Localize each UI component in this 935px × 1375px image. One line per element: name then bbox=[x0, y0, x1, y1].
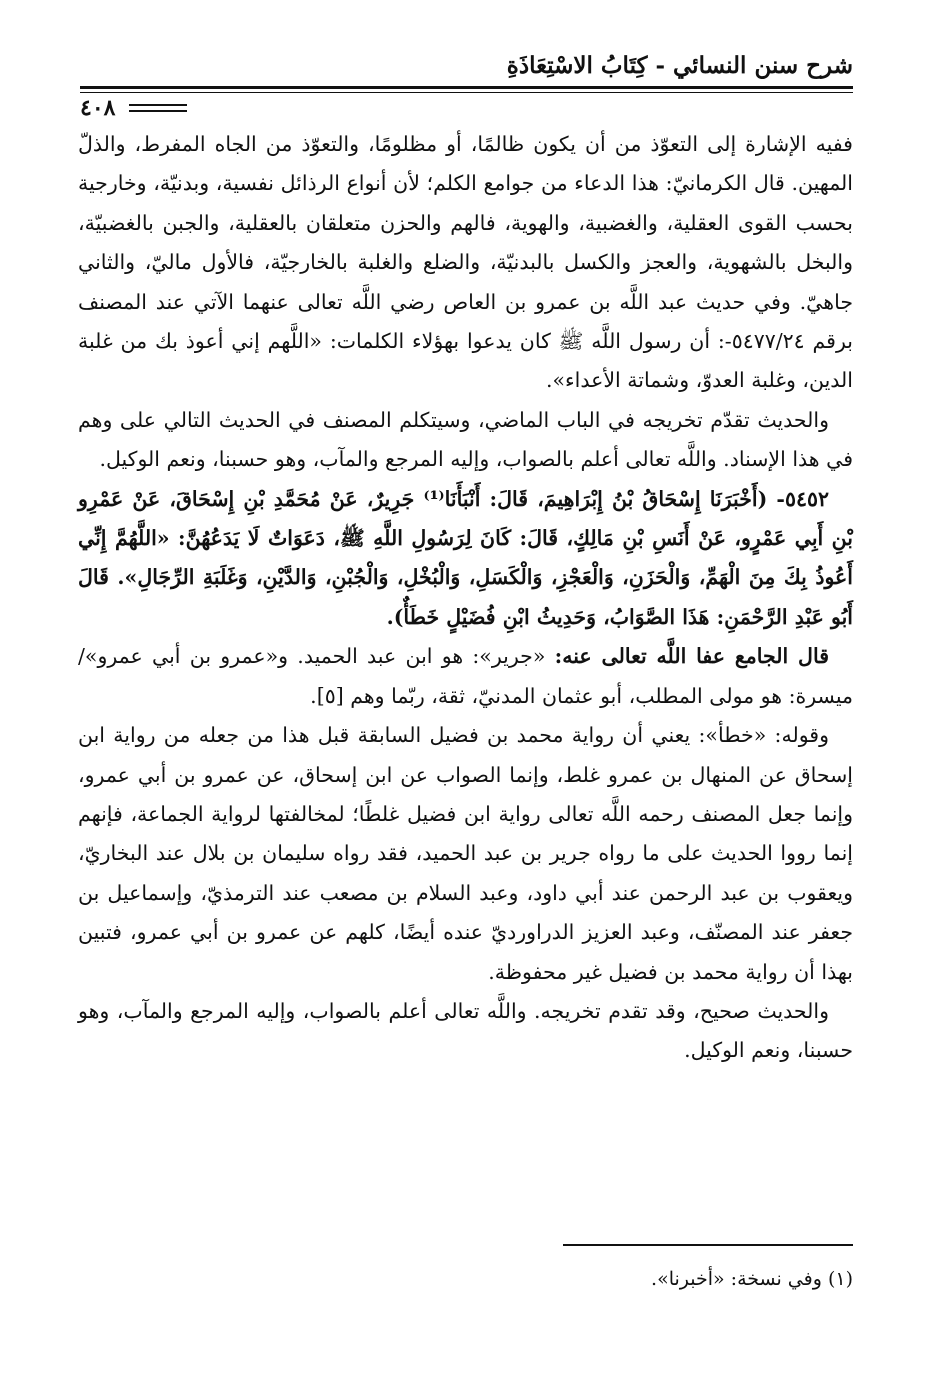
main-text bbox=[78, 125, 853, 1071]
running-title: شرح سنن النسائي - كِتَابُ الاسْتِعَاذَةِ bbox=[506, 52, 853, 79]
paragraph bbox=[78, 637, 853, 716]
header-rule-thin bbox=[80, 92, 853, 93]
header-rule bbox=[80, 86, 853, 89]
page-number: ٤٠٨ bbox=[80, 95, 129, 121]
paragraph-lead: قال الجامع عفا اللَّه تعالى عنه: bbox=[554, 644, 829, 669]
paragraph: والحديث تقدّم تخريجه في الباب الماضي، وسيتكلم المصنف في الحديث التالي على وهم في هذا الإسناد. واللَّه تعالى أعلم بالصواب، وإليه المرجع والمآب، وهو حسبنا، ونعم الوكيل. bbox=[78, 407, 853, 472]
paragraph: وقوله: «خطأ»: يعني أن رواية محمد بن فضيل السابقة قبل هذا من جعله من رواية ابن إسحاق عن المنهال بن عمرو غلط، وإنما الصواب عن ابن إسحاق، عن عمرو بن أبي عمرو، وإنما جعل المصنف رحمه اللَّه تعالى رواية ابن فضيل غلطًا؛ لمخالفتها لرواية الجماعة، فإنهم إنما رووا الحديث على ما رواه جرير بن عبد الحميد، فقد رواه سليمان بن بلال عند البخاريّ، ويعقوب بن عبد الرحمن عند أبي داود، وعبد السلام بن مصعب عند الترمذيّ، وإسماعيل بن جعفر عند المصنّف، وعبد العزيز الدراورديّ عنده أيضًا، كلهم عن عمرو بن أبي عمرو، فتبين بهذا أن رواية محمد بن فضيل غير محفوظة. bbox=[78, 723, 853, 984]
footnote: (١) وفي نسخة: «أخبرنا». bbox=[651, 1268, 853, 1290]
paragraph: ففيه الإشارة إلى التعوّذ من أن يكون ظالمًا، أو مظلومًا، والتعوّذ من الجاه المفرط، والذلّ المهين. قال الكرمانيّ: هذا الدعاء من جوامع الكلم؛ لأن أنواع الرذائل نفسية، وبدنيّة، وخارجية بحسب القوى العقلية، والغضبية، والهوية، فالهم والحزن متعلقان بالعقلية، والجبن بالغضبيّة، والبخل بالشهوية، والعجز والكسل بالبدنيّة، والضلع والغلبة بالخارجيّة، فالأول ماليّ، والثاني جاهيّ. وفي حديث عبد اللَّه بن عمرو بن العاص رضي اللَّه تعالى عنهما الآتي عند المصنف برقم ٥٤٧٧/٢٤-: أن رسول اللَّه ﷺ كان يدعوا بهؤلاء الكلمات: «اللَّهم إني أعوذ بك من غلبة الدين، وغلبة العدوّ، وشماتة الأعداء». bbox=[78, 132, 853, 393]
paragraph-text: «جرير»: هو ابن عبد الحميد. و«عمرو بن أبي عمرو»/ ميسرة: هو مولى المطلب، أبو عثمان المدنيّ، ثقة، ربّما وهم [٥]. bbox=[78, 644, 853, 708]
paragraph: والحديث صحيح، وقد تقدم تخريجه. واللَّه تعالى أعلم بالصواب، وإليه المرجع والمآب، وهو حسبنا، ونعم الوكيل. bbox=[78, 998, 853, 1063]
page-header bbox=[80, 50, 853, 121]
footnote-separator bbox=[563, 1244, 853, 1246]
page-number-rule bbox=[129, 104, 187, 112]
hadith-paragraph: ٥٤٥٢- (أَخْبَرَنَا إِسْحَاقُ بْنُ إِبْرَاهِيمَ، قَالَ: أَنْبَأَنَا⁽¹⁾ جَرِيرٌ، عَنْ مُحَمَّدِ بْنِ إِسْحَاقَ، عَنْ عَمْرِو بْنِ أَبِي عَمْرٍو، عَنْ أَنَسِ بْنِ مَالِكٍ، قَالَ: كَانَ لِرَسُولِ اللَّهِ ﷺ، دَعَوَاتٌ لَا يَدَعُهُنَّ: «اللَّهُمَّ إِنِّي أَعُوذُ بِكَ مِنَ الْهَمِّ، وَالْحَزَنِ، وَالْعَجْزِ، وَالْكَسَلِ، وَالْبُخْلِ، وَالْجُبْنِ، وَالدَّيْنِ، وَغَلَبَةِ الرِّجَالِ». قَالَ أَبُو عَبْدِ الرَّحْمَنِ: هَذَا الصَّوَابُ، وَحَدِيثُ ابْنِ فُضَيْلٍ خَطَأٌ). bbox=[78, 486, 853, 629]
page-number-group bbox=[80, 94, 187, 122]
